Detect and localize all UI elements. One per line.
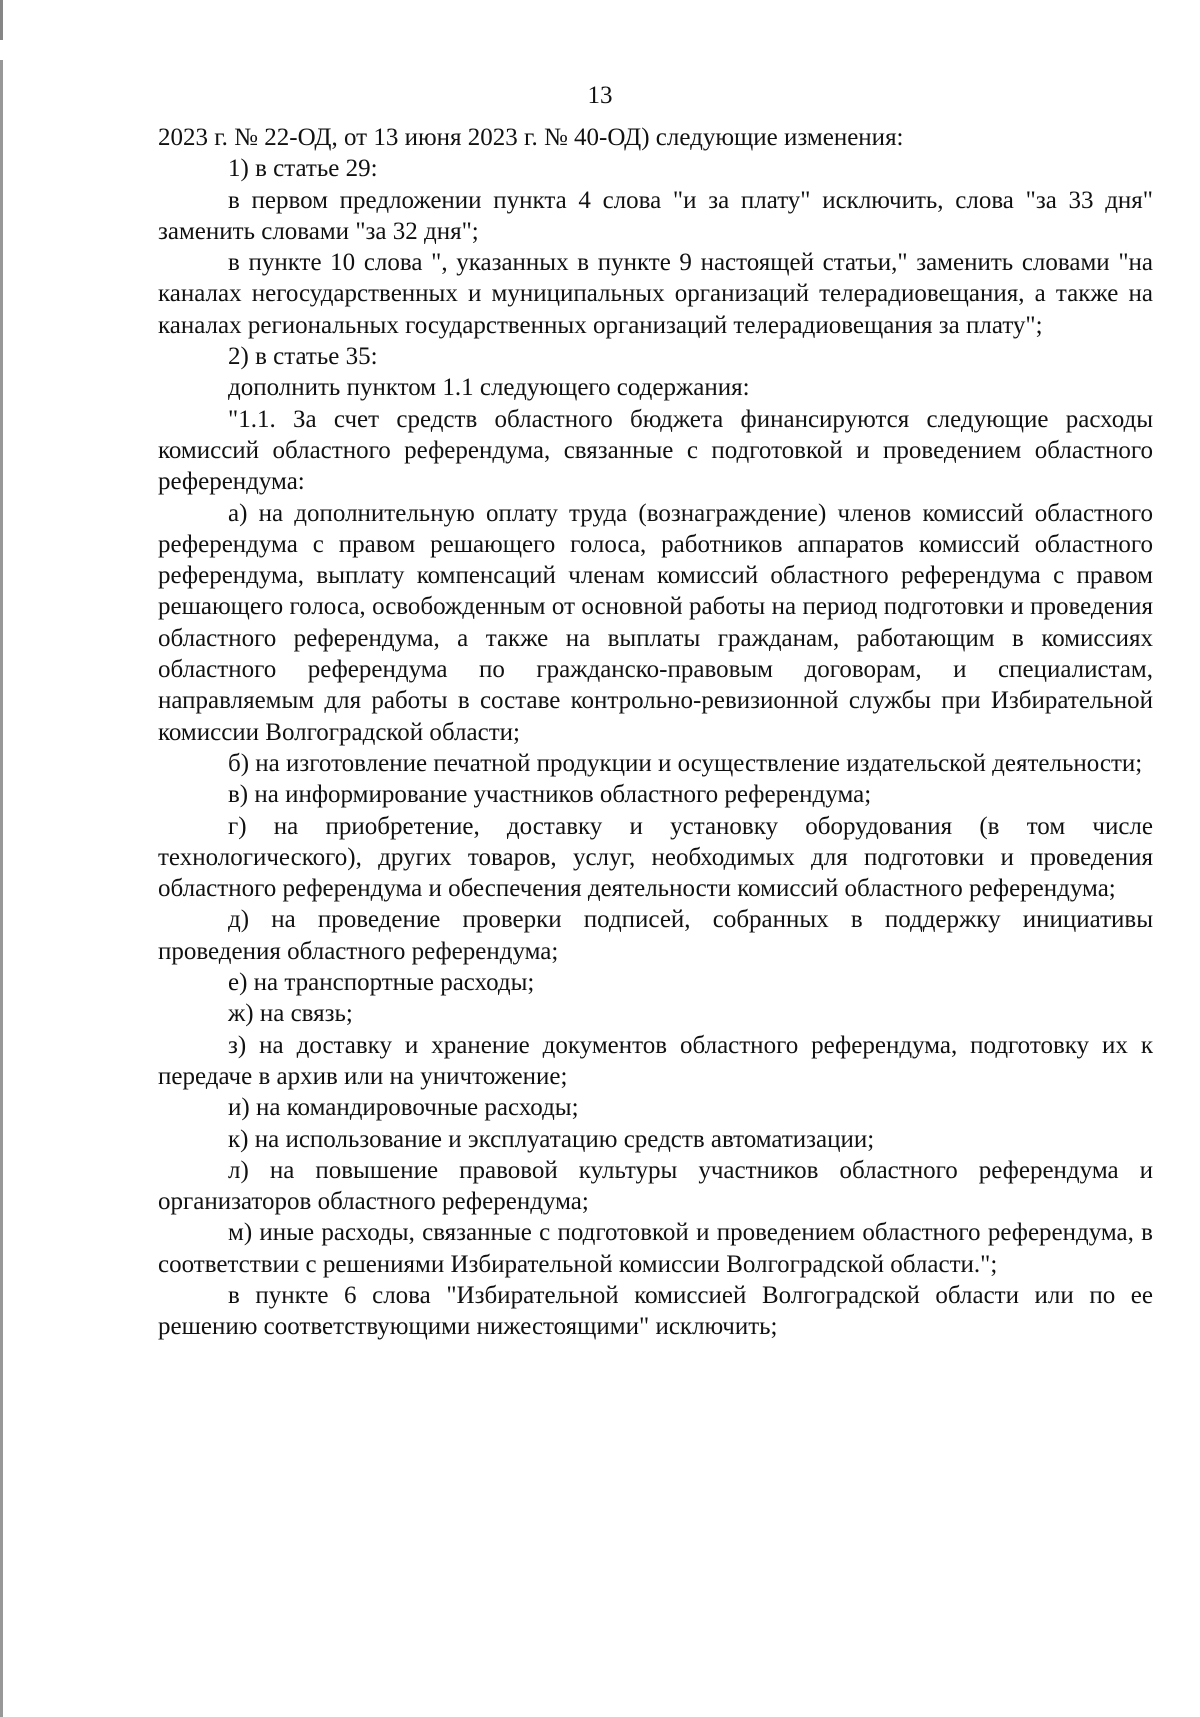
paragraph-point-1-1-text: "1.1. За счет средств областного бюджета финансируются следующие расходы комиссий областного референдума, связанные с подготовкой и проведением областного референдума: [158, 405, 1153, 496]
paragraph-article-29: 1) в статье 29: [228, 155, 378, 183]
list-item-a: а) на дополнительную оплату труда (вознаграждение) членов комиссий областного референдума с правом решающего голоса, работников аппаратов комиссий областного референдума, выплату компенсаций членам комиссий областного референдума с правом решающего голоса, освобожденным от основной работы на период подготовки и проведения областного референдума, а также на выплаты гражданам, работающим в комиссиях областного референдума по гражданско-правовым договорам, и специалистам, направляемым для работы в составе контрольно-ревизионной службы при Избирательной комиссии Волгоградской области; [158, 499, 1153, 746]
list-item-l: л) на повышение правовой культуры участников областного референдума и организаторов областного референдума; [158, 1156, 1153, 1216]
list-item-m: м) иные расходы, связанные с подготовкой и проведением областного референдума, в соответствии с решениями Избирательной комиссии Волгоградской области."; [158, 1219, 1153, 1278]
paragraph-point-6-change: в пункте 6 слова "Избирательной комиссией Волгоградской области или по ее решению соответствующими нижестоящими" исключить; [158, 1281, 1153, 1341]
list-item-g: г) на приобретение, доставку и установку оборудования (в том числе технологического), других товаров, услуг, необходимых для подготовки и проведения областного референдума и обеспечения деятельности комиссий областного референдума; [158, 812, 1153, 903]
list-item-e: е) на транспортные расходы; [228, 969, 535, 997]
list-item-zh: ж) на связь; [228, 1000, 353, 1028]
paragraph-add-point-1-1: дополнить пунктом 1.1 следующего содержания: [228, 374, 750, 402]
paragraph-point-10-change: в пункте 10 слова ", указанных в пункте 9 настоящей статьи," заменить словами "на каналах негосударственных и муниципальных организаций телерадиовещания, а также на каналах региональных государственных организаций телерадиовещания за плату"; [158, 249, 1153, 339]
list-item-z: з) на доставку и хранение документов областного референдума, подготовку их к передаче в архив или на уничтожение; [158, 1031, 1153, 1090]
document-body [158, 122, 1153, 1343]
list-item-d: д) на проведение проверки подписей, собранных в поддержку инициативы проведения областного референдума; [158, 906, 1153, 965]
page-number: 13 [587, 82, 613, 109]
paragraph-continuation: 2023 г. № 22-ОД, от 13 июня 2023 г. № 40-ОД) следующие изменения: [158, 124, 904, 151]
list-item-k: к) на использование и эксплуатацию средств автоматизации; [228, 1125, 875, 1153]
list-item-v: в) на информирование участников областного референдума; [228, 781, 872, 809]
list-item-i: и) на командировочные расходы; [228, 1094, 579, 1122]
scan-edge-artifact [0, 0, 3, 1717]
list-item-b: б) на изготовление печатной продукции и осуществление издательской деятельности; [228, 749, 1143, 777]
paragraph-point-4-change: в первом предложении пункта 4 слова "и за плату" исключить, слова "за 33 дня" заменить словами "за 32 дня"; [158, 186, 1153, 245]
paragraph-article-35: 2) в статье 35: [228, 343, 378, 371]
